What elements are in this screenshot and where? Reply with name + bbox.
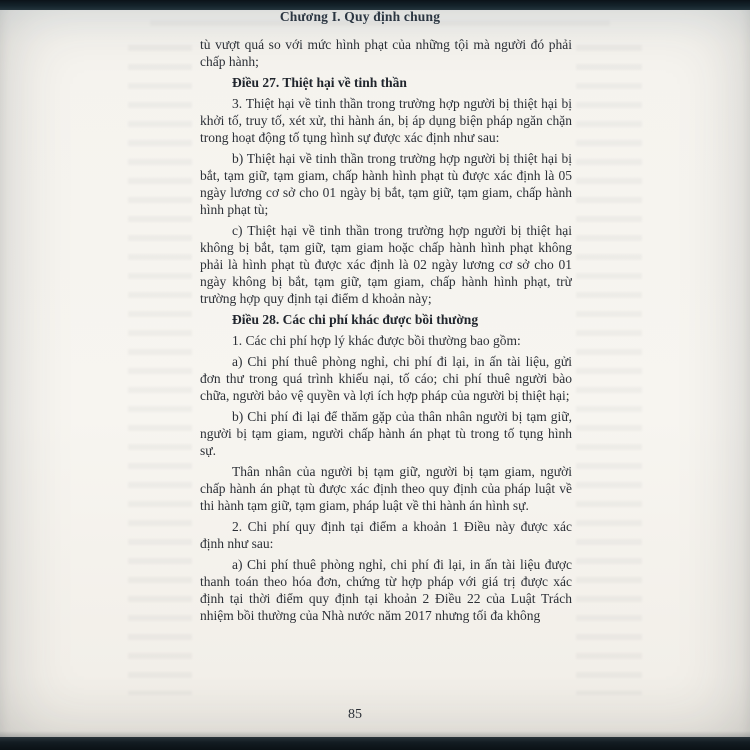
bleed-through-left-margin <box>128 45 192 695</box>
paragraph: Thân nhân của người bị tạm giữ, người bị tạm giam, người chấp hành án phạt tù được xác định theo quy định của pháp luật về thi hành tạm giữ, tạm giam, pháp luật về thi hành án hình sự. <box>200 464 572 513</box>
paragraph: b) Thiệt hại về tinh thần trong trường hợp người bị thiệt hại bị bắt, tạm giữ, tạm giam, chấp hành hình phạt tù được xác định là 05 ngày lương cơ sở cho 01 ngày bị bắt, tạm giữ, tạm giam, chấp hành hình phạt tù; <box>200 151 572 217</box>
paragraph: c) Thiệt hại về tinh thần trong trường hợp người bị thiệt hại không bị bắt, tạm giữ, tạm giam hoặc chấp hành hình phạt không phải là hình phạt tù được xác định là 02 ngày lương cơ sở cho 01 ngày không bị bắt, tạm giữ, tạm giam, chấp hành hình phạt, trừ trường hợp quy định tại điểm d khoản này; <box>200 223 572 306</box>
paragraph: a) Chi phí thuê phòng nghỉ, chi phí đi lại, in ấn tài liệu được thanh toán theo hóa đơn, chứng từ hợp pháp với giá trị được xác định tại thời điểm quy định tại khoản 2 Điều 22 của Luật Trách nhiệm bồi thường của Nhà nước năm 2017 nhưng tối đa không <box>200 557 572 623</box>
paragraph: 2. Chi phí quy định tại điểm a khoản 1 Điều này được xác định như sau: <box>200 519 572 551</box>
page-number: 85 <box>348 707 362 722</box>
running-head: Chương I. Quy định chung <box>279 9 441 24</box>
text-block <box>200 36 572 696</box>
paragraph: 3. Thiệt hại về tinh thần trong trường hợp người bị thiệt hại bị khởi tố, truy tố, xét xử, thi hành án, bị áp dụng biện pháp ngăn chặn trong hoạt động tố tụng hình sự được xác định như sau: <box>200 96 572 145</box>
section-heading: Điều 28. Các chi phí khác được bồi thường <box>232 312 479 327</box>
paragraph: tù vượt quá so với mức hình phạt của những tội mà người đó phải chấp hành; <box>200 37 572 69</box>
paragraph: 1. Các chi phí hợp lý khác được bồi thường bao gồm: <box>232 333 521 348</box>
photo-bottom-edge <box>0 737 750 750</box>
bleed-through-right-margin <box>576 45 642 695</box>
paragraph: a) Chi phí thuê phòng nghỉ, chi phí đi lại, in ấn tài liệu, gửi đơn thư trong quá trình khiếu nại, tố cáo; chi phí thuê người bào chữa, người bảo vệ quyền và lợi ích hợp pháp của người bị thiệt hại; <box>200 354 572 403</box>
section-heading: Điều 27. Thiệt hại về tinh thần <box>232 75 407 90</box>
paragraph: b) Chi phí đi lại để thăm gặp của thân nhân người bị tạm giữ, người bị tạm giam, người chấp hành án phạt tù trong tố tụng hình sự. <box>200 409 572 458</box>
